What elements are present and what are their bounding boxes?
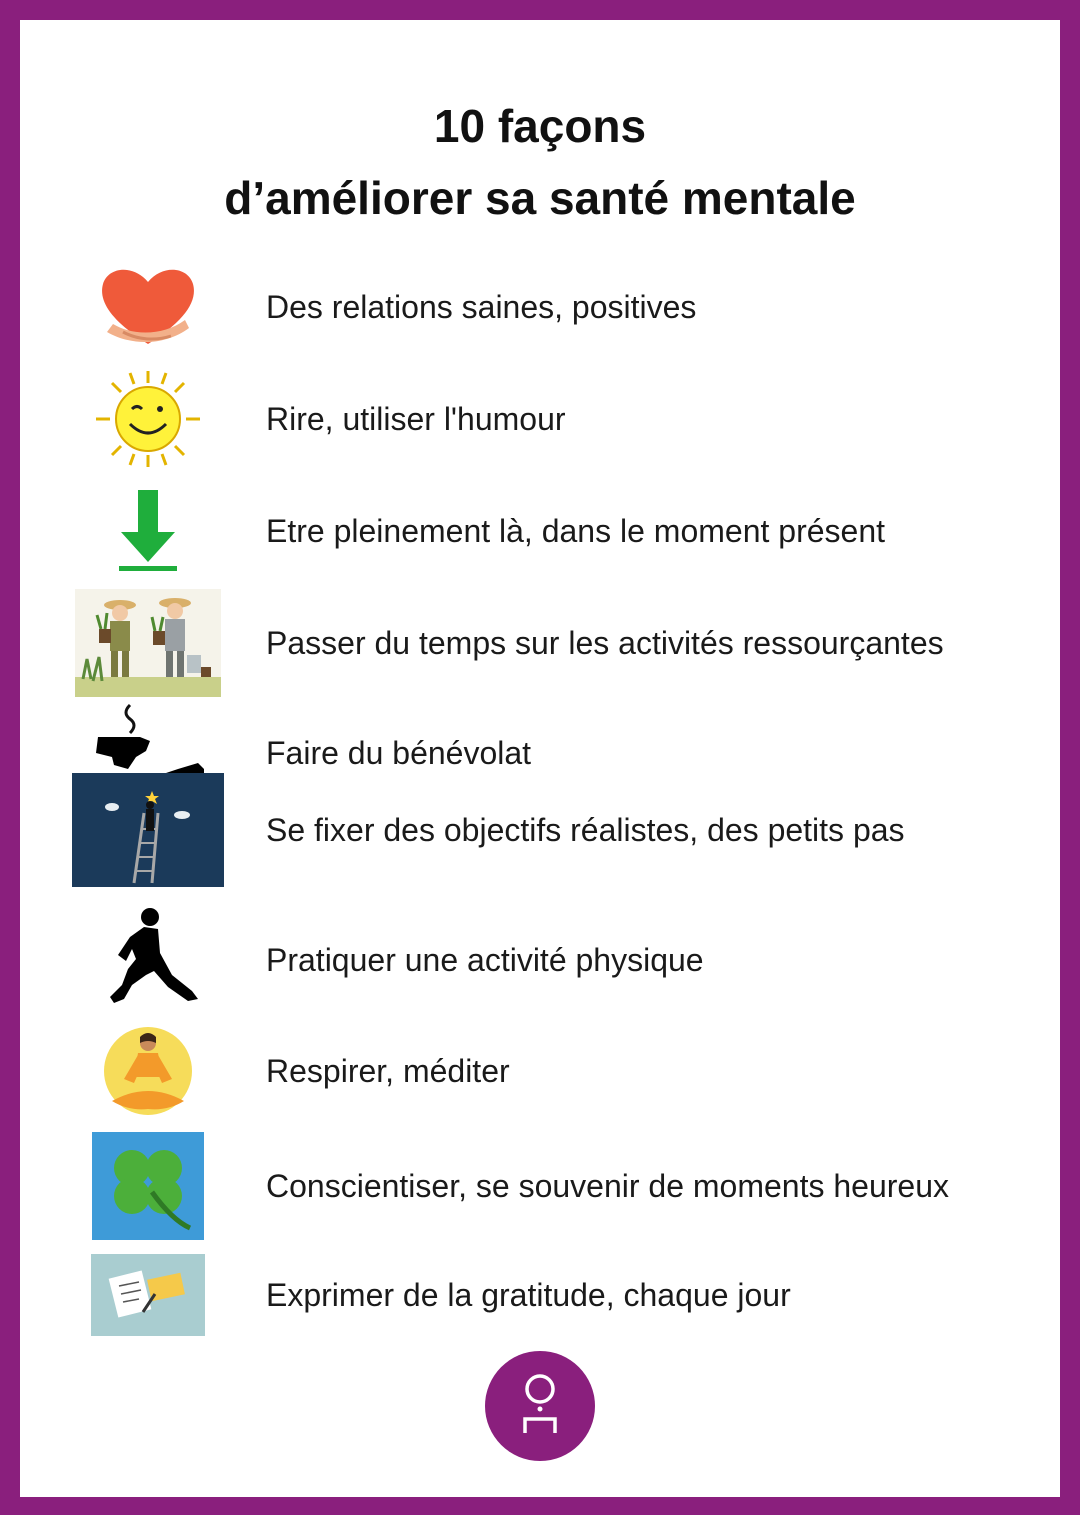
four-leaf-clover-icon: [70, 1128, 226, 1244]
list-item-label: Rire, utiliser l'humour: [266, 400, 566, 437]
list-item-label: Etre pleinement là, dans le moment présent: [266, 512, 885, 549]
ladder-to-star-icon: [70, 772, 226, 888]
title-line-2: d’améliorer sa santé mentale: [224, 172, 856, 224]
list-item-label: Passer du temps sur les activités ressourçantes: [266, 624, 944, 661]
list-item: [70, 900, 1060, 1020]
list-item: [70, 1128, 1060, 1244]
poster-card: [20, 20, 1060, 1497]
down-arrow-icon: [70, 476, 226, 586]
heart-hug-icon: [70, 252, 226, 362]
smiling-sun-icon: [70, 364, 226, 474]
list-item-label: Faire du bénévolat: [266, 734, 532, 771]
list-item-label: Respirer, méditer: [266, 1052, 510, 1089]
list-item: [70, 1016, 1060, 1126]
list-item: [70, 252, 1060, 362]
list-item-label: Conscientiser, se souvenir de moments heureux: [266, 1167, 950, 1204]
meditating-person-icon: [70, 1016, 226, 1126]
stretching-person-icon: [70, 900, 226, 1020]
list-item: [70, 1240, 1060, 1350]
poster-title: [20, 90, 1060, 234]
list-item: [70, 364, 1060, 474]
list-item-label: Des relations saines, positives: [266, 288, 697, 325]
list-item: [70, 588, 1060, 698]
list-item: [70, 476, 1060, 586]
person-logo-icon: [485, 1351, 595, 1461]
title-line-1: 10 façons: [433, 100, 647, 152]
thank-you-note-icon: [70, 1240, 226, 1350]
list-item: [70, 772, 1060, 888]
list-item-label: Pratiquer une activité physique: [266, 941, 704, 978]
list-item-label: Se fixer des objectifs réalistes, des petits pas: [266, 811, 905, 848]
list-item-label: Exprimer de la gratitude, chaque jour: [266, 1276, 791, 1313]
gardeners-icon: [70, 588, 226, 698]
